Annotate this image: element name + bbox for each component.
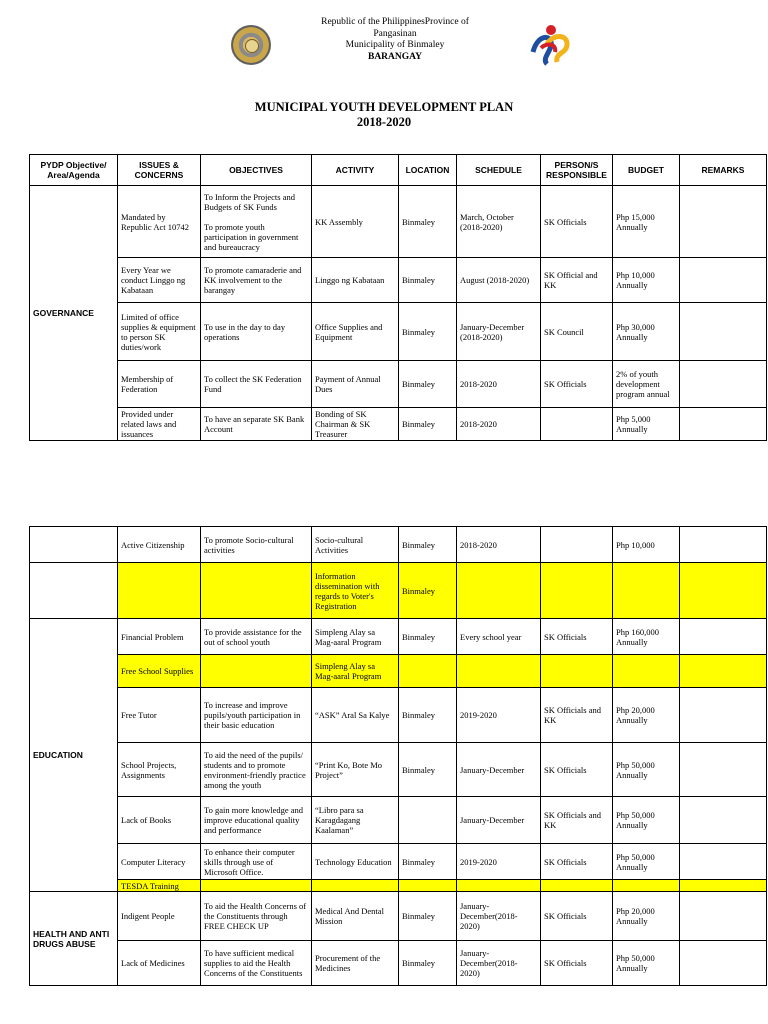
area-blank: [30, 527, 118, 563]
person-cell: [541, 527, 613, 563]
issue-cell: Lack of Medicines: [118, 941, 201, 986]
table-row: [30, 892, 767, 941]
budget-cell: Php 50,000 Annually: [613, 743, 680, 797]
table-row: [30, 186, 767, 258]
header-line: Pangasinan: [373, 28, 417, 39]
location-cell: Binmaley: [399, 892, 457, 941]
activity-cell: “ASK” Aral Sa Kalye: [312, 688, 399, 743]
budget-cell: [613, 880, 680, 892]
education-health-table: [29, 526, 767, 986]
person-cell: SK Officials: [541, 743, 613, 797]
person-cell: SK Council: [541, 303, 613, 361]
schedule-cell: August (2018-2020): [457, 258, 541, 303]
remarks-cell: [680, 361, 767, 408]
person-cell: [541, 655, 613, 688]
activity-cell: Bonding of SK Chairman & SK Treasurer: [312, 408, 399, 441]
schedule-cell: 2019-2020: [457, 688, 541, 743]
budget-cell: 2% of youth development program annual: [613, 361, 680, 408]
remarks-cell: [680, 797, 767, 844]
schedule-cell: 2018-2020: [457, 361, 541, 408]
budget-cell: Php 20,000 Annually: [613, 892, 680, 941]
person-cell: SK Official and KK: [541, 258, 613, 303]
location-cell: Binmaley: [399, 743, 457, 797]
objective-cell: To collect the SK Federation Fund: [201, 361, 312, 408]
column-header: ACTIVITY: [312, 155, 399, 186]
objective-cell: To gain more knowledge and improve educational quality and performance: [201, 797, 312, 844]
issue-cell: Computer Literacy: [118, 844, 201, 880]
table-row: [30, 258, 767, 303]
objective-cell: [201, 655, 312, 688]
activity-cell: Technology Education: [312, 844, 399, 880]
location-cell: Binmaley: [399, 527, 457, 563]
remarks-cell: [680, 186, 767, 258]
schedule-cell: [457, 880, 541, 892]
location-cell: Binmaley: [399, 563, 457, 619]
issue-cell: Free Tutor: [118, 688, 201, 743]
schedule-cell: January-December(2018-2020): [457, 892, 541, 941]
activity-cell: Payment of Annual Dues: [312, 361, 399, 408]
column-header: ISSUES & CONCERNS: [118, 155, 201, 186]
person-cell: [541, 563, 613, 619]
issue-cell: [118, 563, 201, 619]
column-header: PERSON/S RESPONSIBLE: [541, 155, 613, 186]
remarks-cell: [680, 303, 767, 361]
remarks-cell: [680, 258, 767, 303]
table-header-row: [30, 155, 767, 186]
person-cell: SK Officials: [541, 844, 613, 880]
table-row: [30, 844, 767, 880]
remarks-cell: [680, 880, 767, 892]
location-cell: Binmaley: [399, 258, 457, 303]
budget-cell: Php 10,000: [613, 527, 680, 563]
activity-cell: “Print Ko, Bote Mo Project”: [312, 743, 399, 797]
area-health: HEALTH AND ANTI DRUGS ABUSE: [30, 892, 118, 986]
budget-cell: Php 50,000 Annually: [613, 844, 680, 880]
issue-cell: Membership of Federation: [118, 361, 201, 408]
remarks-cell: [680, 892, 767, 941]
person-cell: SK Officials: [541, 361, 613, 408]
column-header: BUDGET: [613, 155, 680, 186]
schedule-cell: 2018-2020: [457, 408, 541, 441]
activity-cell: Socio-cultural Activities: [312, 527, 399, 563]
person-cell: SK Officials: [541, 892, 613, 941]
schedule-cell: March, October (2018-2020): [457, 186, 541, 258]
objective-cell: To promote Socio-cultural activities: [201, 527, 312, 563]
activity-cell: Linggo ng Kabataan: [312, 258, 399, 303]
person-cell: SK Officials: [541, 186, 613, 258]
remarks-cell: [680, 743, 767, 797]
issue-cell: School Projects, Assignments: [118, 743, 201, 797]
budget-cell: Php 10,000 Annually: [613, 258, 680, 303]
document-title: [0, 100, 768, 130]
objective-cell: [201, 563, 312, 619]
schedule-cell: 2019-2020: [457, 844, 541, 880]
area-blank: [30, 563, 118, 619]
person-cell: [541, 880, 613, 892]
issue-cell: Provided under related laws and issuances: [118, 408, 201, 441]
location-cell: Binmaley: [399, 941, 457, 986]
objective-cell: To enhance their computer skills through use of Microsoft Office.: [201, 844, 312, 880]
table-row: [30, 527, 767, 563]
table-row: [30, 941, 767, 986]
budget-cell: Php 160,000 Annually: [613, 619, 680, 655]
remarks-cell: [680, 619, 767, 655]
activity-cell: Information dissemination with regards to Voter's Registration: [312, 563, 399, 619]
table-row: [30, 688, 767, 743]
remarks-cell: [680, 844, 767, 880]
title-years: 2018-2020: [356, 115, 412, 129]
activity-cell: KK Assembly: [312, 186, 399, 258]
objective-cell: To aid the Health Concerns of the Constituents through FREE CHECK UP: [201, 892, 312, 941]
objective-cell: To use in the day to day operations: [201, 303, 312, 361]
objective-cell: To have an separate SK Bank Account: [201, 408, 312, 441]
issue-cell: Financial Problem: [118, 619, 201, 655]
education-health-rows: [30, 527, 767, 986]
budget-cell: Php 50,000 Annually: [613, 941, 680, 986]
table-row: [30, 361, 767, 408]
remarks-cell: [680, 408, 767, 441]
activity-cell: Simpleng Alay sa Mag-aaral Program: [312, 655, 399, 688]
budget-cell: Php 15,000 Annually: [613, 186, 680, 258]
objective-cell: To increase and improve pupils/youth participation in their basic education: [201, 688, 312, 743]
column-header: LOCATION: [399, 155, 457, 186]
sk-logo-icon: [527, 22, 571, 66]
table-row: [30, 563, 767, 619]
issue-cell: Active Citizenship: [118, 527, 201, 563]
budget-cell: Php 5,000 Annually: [613, 408, 680, 441]
document-header: [0, 0, 768, 90]
title-main: MUNICIPAL YOUTH DEVELOPMENT PLAN: [254, 100, 514, 114]
activity-cell: Simpleng Alay sa Mag-aaral Program: [312, 619, 399, 655]
area-governance: GOVERNANCE: [30, 186, 118, 441]
schedule-cell: January-December: [457, 743, 541, 797]
activity-cell: Procurement of the Medicines: [312, 941, 399, 986]
schedule-cell: [457, 655, 541, 688]
remarks-cell: [680, 688, 767, 743]
budget-cell: [613, 655, 680, 688]
person-cell: [541, 408, 613, 441]
issue-cell: TESDA Training: [118, 880, 201, 892]
location-cell: Binmaley: [399, 361, 457, 408]
budget-cell: Php 50,000 Annually: [613, 797, 680, 844]
governance-rows: [30, 186, 767, 441]
location-cell: [399, 655, 457, 688]
header-line: Republic of the PhilippinesProvince of: [321, 17, 469, 27]
remarks-cell: [680, 941, 767, 986]
schedule-cell: January-December: [457, 797, 541, 844]
location-cell: Binmaley: [399, 844, 457, 880]
budget-cell: [613, 563, 680, 619]
location-cell: Binmaley: [399, 186, 457, 258]
location-cell: Binmaley: [399, 408, 457, 441]
column-header: REMARKS: [680, 155, 767, 186]
activity-cell: [312, 880, 399, 892]
table-row: [30, 880, 767, 892]
location-cell: [399, 797, 457, 844]
remarks-cell: [680, 563, 767, 619]
location-cell: [399, 880, 457, 892]
header-barangay: BARANGAY: [367, 51, 423, 62]
remarks-cell: [680, 655, 767, 688]
issue-cell: Every Year we conduct Linggo ng Kabataan: [118, 258, 201, 303]
municipal-seal-icon: [231, 25, 271, 65]
table-row: [30, 408, 767, 441]
person-cell: SK Officials and KK: [541, 797, 613, 844]
area-education: EDUCATION: [30, 619, 118, 892]
table-row: [30, 797, 767, 844]
activity-cell: Medical And Dental Mission: [312, 892, 399, 941]
column-header: OBJECTIVES: [201, 155, 312, 186]
person-cell: SK Officials: [541, 941, 613, 986]
budget-cell: Php 20,000 Annually: [613, 688, 680, 743]
objective-cell: To provide assistance for the out of school youth: [201, 619, 312, 655]
remarks-cell: [680, 527, 767, 563]
governance-table: [29, 154, 767, 441]
objective-cell: To promote camaraderie and KK involvement to the barangay: [201, 258, 312, 303]
budget-cell: Php 30,000 Annually: [613, 303, 680, 361]
header-line: Municipality of Binmaley: [345, 40, 445, 50]
table-row: [30, 303, 767, 361]
issue-cell: Lack of Books: [118, 797, 201, 844]
schedule-cell: January-December (2018-2020): [457, 303, 541, 361]
objective-cell: To have sufficient medical supplies to aid the Health Concerns of the Constituents: [201, 941, 312, 986]
objective-cell: [201, 880, 312, 892]
table-row: [30, 619, 767, 655]
objective-cell: To aid the need of the pupils/ students and to promote environment-friendly practice among the youth: [201, 743, 312, 797]
schedule-cell: January-December(2018-2020): [457, 941, 541, 986]
header-address: [300, 17, 490, 63]
objective-cell: To Inform the Projects and Budgets of SK Funds To promote youth participation in government and bureaucracy: [201, 186, 312, 258]
location-cell: Binmaley: [399, 619, 457, 655]
activity-cell: Office Supplies and Equipment: [312, 303, 399, 361]
issue-cell: Free School Supplies: [118, 655, 201, 688]
schedule-cell: [457, 563, 541, 619]
table-row: [30, 743, 767, 797]
person-cell: SK Officials and KK: [541, 688, 613, 743]
issue-cell: Indigent People: [118, 892, 201, 941]
schedule-cell: 2018-2020: [457, 527, 541, 563]
issue-cell: Limited of office supplies & equipment to person SK duties/work: [118, 303, 201, 361]
issue-cell: Mandated by Republic Act 10742: [118, 186, 201, 258]
activity-cell: “Libro para sa Karagdagang Kaalaman”: [312, 797, 399, 844]
location-cell: Binmaley: [399, 688, 457, 743]
person-cell: SK Officials: [541, 619, 613, 655]
schedule-cell: Every school year: [457, 619, 541, 655]
table-row: [30, 655, 767, 688]
column-header: PYDP Objective/ Area/Agenda: [30, 155, 118, 186]
location-cell: Binmaley: [399, 303, 457, 361]
column-header: SCHEDULE: [457, 155, 541, 186]
